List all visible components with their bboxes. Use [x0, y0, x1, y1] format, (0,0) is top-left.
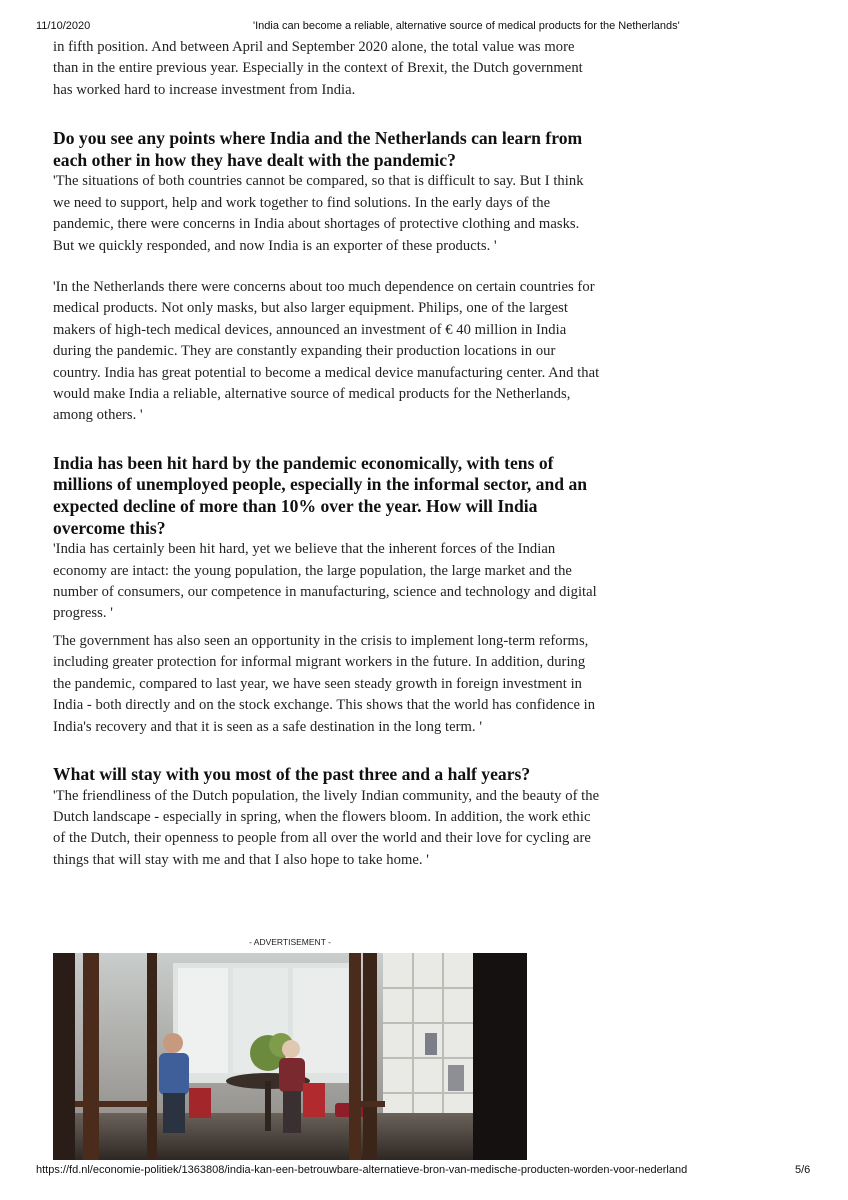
print-date: 11/10/2020 [36, 20, 91, 32]
interview-question: India has been hit hard by the pandemic economically, with tens of millions of unemployed people, especially in the informal sector, and an expected decline of more than 10% over the year. How will India overcome this? [53, 452, 588, 538]
answer-paragraph: 'India has certainly been hit hard, yet we believe that the inherent forces of the Indian economy are intact: the young population, the large population, the large market and the number of consumers, our competence in manufacturing, science and technology and digital progress. ' [53, 541, 597, 622]
answer-paragraph: The government has also seen an opportunity in the crisis to implement long-term reforms, including greater protection for informal migrant workers in the future. In addition, during the pandemic, compared to last year, we have seen steady growth in foreign investment in India - both directly and on the stock exchange. This shows that the world has confidence in India's recovery and that it is seen as a safe destination in the long term. ' [53, 632, 596, 735]
source-url[interactable]: https://fd.nl/economie-politiek/1363808/india-kan-een-betrouwbare-alternatieve-bron-van-medische-producten-worden-voor-nederland [36, 1164, 688, 1176]
print-footer [0, 1164, 848, 1180]
page-number: 5/6 [795, 1164, 811, 1176]
intro-paragraph: in fifth position. And between April and September 2020 alone, the total value was more than in the entire previous year. Especially in the context of Brexit, the Dutch government has worked hard to increase investment from India. [53, 39, 583, 98]
interview-question: Do you see any points where India and the Netherlands can learn from each other in how they have dealt with the pandemic? [53, 128, 583, 170]
print-header [0, 20, 848, 36]
advertisement-label: - ADVERTISEMENT - [249, 937, 331, 947]
answer-paragraph: 'The situations of both countries cannot be compared, so that is difficult to say. But I think we need to support, help and work together to find solutions. In the early days of the pandemic, there were concerns in India about shortages of protective clothing and masks. But we quickly responded, and now India is an exporter of these products. ' [53, 173, 584, 254]
advertisement-image[interactable] [53, 953, 527, 1160]
interview-question: What will stay with you most of the past three and a half years? [53, 763, 531, 784]
article-body [53, 37, 601, 871]
office-scene-illustration [53, 953, 527, 1160]
print-title: 'India can become a reliable, alternative source of medical products for the Netherlands' [253, 20, 680, 32]
answer-paragraph: 'The friendliness of the Dutch population, the lively Indian community, and the beauty of the Dutch landscape - especially in spring, when the flowers bloom. In addition, the work ethic of the Dutch, their openness to people from all over the world and their love for cycling are things that will stay with me and that I also hope to take home. ' [53, 787, 600, 868]
answer-paragraph: 'In the Netherlands there were concerns about too much dependence on certain countries for medical products. Not only masks, but also larger equipment. Philips, one of the largest makers of high-tech medical devices, announced an investment of € 40 million in India during the pandemic. They are constantly expanding their production locations in our country. India has great potential to become a medical device manufacturing center. And that would make India a reliable, alternative source of medical products for the Netherlands, among others. ' [53, 279, 600, 424]
